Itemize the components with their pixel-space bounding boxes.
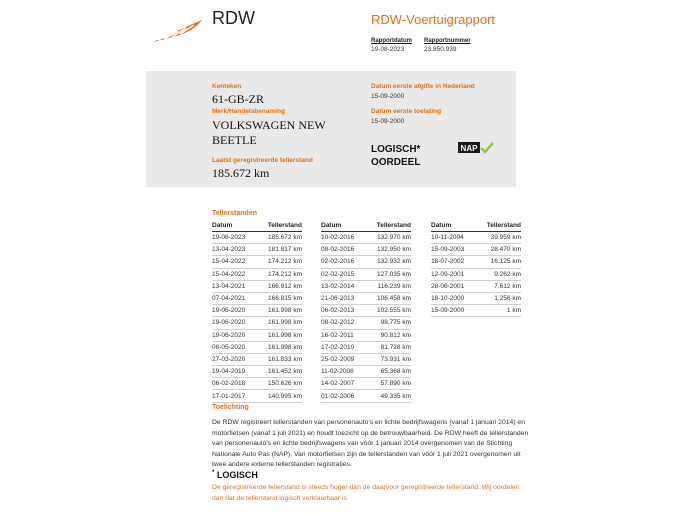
last-tellerstand-label: Laatst geregistreerde tellerstand [212, 157, 313, 164]
row-tellerstand: 161.833 km [256, 353, 302, 365]
table-row [321, 268, 411, 280]
row-tellerstand: 161.998 km [256, 341, 302, 353]
row-tellerstand: 166.815 km [256, 292, 302, 304]
table-row [321, 244, 411, 256]
table-row [321, 378, 411, 390]
nap-badge-icon [458, 141, 494, 153]
row-tellerstand: 140.995 km [256, 390, 302, 402]
row-tellerstand: 28.470 km [475, 244, 521, 256]
col-date-header: Datum [321, 222, 365, 232]
row-tellerstand: 65.368 km [365, 366, 411, 378]
table-row [212, 378, 302, 390]
row-date: 02-02-2016 [321, 256, 365, 268]
merk-value-line2: BEETLE [212, 133, 257, 147]
row-date: 19-04-2019 [212, 366, 256, 378]
row-date: 19-06-2020 [212, 317, 256, 329]
report-number-value: 23.850.939 [424, 46, 457, 53]
table-row [321, 353, 411, 365]
row-date: 25-02-2009 [321, 353, 365, 365]
table-row [212, 244, 302, 256]
first-admission-value: 15-09-2000 [371, 118, 405, 125]
row-date: 10-02-2016 [321, 232, 365, 244]
table-row [212, 280, 302, 292]
row-tellerstand: 7.612 km [475, 280, 521, 292]
table-row [321, 280, 411, 292]
row-tellerstand: 132.970 km [365, 232, 411, 244]
row-date: 06-02-2018 [212, 378, 256, 390]
first-admission-label: Datum eerste toelating [371, 108, 442, 115]
merk-value-line1: VOLKSWAGEN NEW [212, 118, 326, 132]
report-number-label: Rapportnummer [424, 38, 471, 44]
row-tellerstand: 166.912 km [256, 280, 302, 292]
row-date: 16-02-2011 [321, 329, 365, 341]
table-row [212, 353, 302, 365]
kenteken-value: 61-GB-ZR [212, 92, 264, 106]
row-tellerstand: 39.959 km [475, 232, 521, 244]
row-date: 13-04-2023 [212, 244, 256, 256]
merk-label: Merk/Handelsbenaming [212, 108, 285, 115]
toelichting-title: Toelichting [212, 404, 249, 411]
col-value-header: Tellerstand [475, 222, 521, 232]
row-tellerstand: 57.890 km [365, 378, 411, 390]
verdict-line2: OORDEEL [371, 157, 421, 168]
table-row [212, 317, 302, 329]
tellerstanden-title: Tellerstanden [212, 210, 257, 217]
row-date: 15-09-2003 [431, 244, 475, 256]
row-date: 19-06-2020 [212, 305, 256, 317]
row-tellerstand: 90.812 km [365, 329, 411, 341]
table-row [321, 256, 411, 268]
table-row [212, 341, 302, 353]
row-tellerstand: 181.817 km [256, 244, 302, 256]
logisch-asterisk: * [212, 470, 215, 476]
row-tellerstand: 102.555 km [365, 305, 411, 317]
row-date: 27-03-2020 [212, 353, 256, 365]
logisch-title: LOGISCH [216, 470, 258, 480]
row-tellerstand: 98.775 km [365, 317, 411, 329]
row-date: 08-05-2020 [212, 341, 256, 353]
row-date: 28-06-2001 [431, 280, 475, 292]
table-row [431, 268, 521, 280]
table-row [212, 366, 302, 378]
report-date-label: Rapportdatum [371, 38, 412, 44]
table-row [431, 232, 521, 244]
row-date: 13-04-2021 [212, 280, 256, 292]
verdict-line1: LOGISCH* [371, 144, 421, 155]
brand-name: RDW [212, 8, 255, 28]
row-date: 15-04-2022 [212, 268, 256, 280]
table-row [212, 329, 302, 341]
row-date: 14-02-2007 [321, 378, 365, 390]
col-date-header: Datum [212, 222, 256, 232]
row-date: 06-02-2013 [321, 305, 365, 317]
row-tellerstand: 161.998 km [256, 329, 302, 341]
table-row [321, 329, 411, 341]
table-row [212, 305, 302, 317]
table-row [321, 390, 411, 402]
row-tellerstand: 116.239 km [365, 280, 411, 292]
row-date: 18-10-2000 [431, 292, 475, 304]
row-tellerstand: 132.950 km [365, 244, 411, 256]
row-tellerstand: 16.125 km [475, 256, 521, 268]
tellerstanden-table-1 [212, 222, 302, 403]
row-tellerstand: 185.672 km [256, 232, 302, 244]
col-value-header: Tellerstand [256, 222, 302, 232]
row-date: 17-02-2010 [321, 341, 365, 353]
table-row [321, 305, 411, 317]
row-date: 08-02-2012 [321, 317, 365, 329]
row-date: 21-06-2013 [321, 292, 365, 304]
row-tellerstand: 174.212 km [256, 256, 302, 268]
table-row [321, 366, 411, 378]
row-tellerstand: 1.256 km [475, 292, 521, 304]
row-tellerstand: 174.212 km [256, 268, 302, 280]
col-date-header: Datum [431, 222, 475, 232]
report-date-value: 19-08-2023 [371, 46, 405, 53]
row-tellerstand: 9.262 km [475, 268, 521, 280]
row-date: 10-11-2004 [431, 232, 475, 244]
tellerstanden-table-3 [431, 222, 521, 317]
table-row [321, 317, 411, 329]
row-tellerstand: 73.931 km [365, 353, 411, 365]
table-row [212, 256, 302, 268]
table-row [431, 292, 521, 304]
first-nl-label: Datum eerste afgifte in Nederland [371, 83, 475, 90]
table-row [212, 268, 302, 280]
table-row [321, 232, 411, 244]
table-row [431, 256, 521, 268]
row-tellerstand: 161.998 km [256, 305, 302, 317]
row-tellerstand: 132.932 km [365, 256, 411, 268]
row-tellerstand: 161.452 km [256, 366, 302, 378]
row-date: 17-01-2017 [212, 390, 256, 402]
col-value-header: Tellerstand [365, 222, 411, 232]
row-date: 01-02-2006 [321, 390, 365, 402]
report-title: RDW-Voertuigrapport [371, 12, 496, 27]
row-tellerstand: 81.728 km [365, 341, 411, 353]
tellerstanden-table-2 [321, 222, 411, 403]
table-row [212, 232, 302, 244]
row-date: 19-08-2023 [212, 232, 256, 244]
table-row [431, 280, 521, 292]
row-tellerstand: 106.458 km [365, 292, 411, 304]
table-row [321, 292, 411, 304]
row-date: 08-02-2016 [321, 244, 365, 256]
row-date: 19-06-2020 [212, 329, 256, 341]
kenteken-label: Kenteken [212, 83, 242, 90]
rdw-logo-icon [150, 18, 206, 44]
row-tellerstand: 49.335 km [365, 390, 411, 402]
first-nl-value: 15-09-2000 [371, 93, 405, 100]
logisch-text: De geregistreerde tellerstand is steeds hoger dan de daarvoor geregistreerde tellerstand. Wij oordelen dan dat de tellerstand logisch verklaarbaar is. [212, 484, 520, 502]
table-row [212, 390, 302, 402]
row-tellerstand: 150.626 km [256, 378, 302, 390]
row-date: 02-02-2015 [321, 268, 365, 280]
table-row [431, 305, 521, 317]
logisch-heading [212, 470, 258, 480]
row-tellerstand: 127.035 km [365, 268, 411, 280]
row-date: 07-04-2021 [212, 292, 256, 304]
row-date: 18-07-2002 [431, 256, 475, 268]
row-date: 11-02-2008 [321, 366, 365, 378]
row-date: 15-04-2022 [212, 256, 256, 268]
nap-badge-text: NAP [460, 143, 478, 153]
table-row [321, 341, 411, 353]
last-tellerstand-value: 185.672 km [212, 166, 270, 180]
toelichting-text: De RDW registreert tellerstanden van personenauto's en lichte bedrijfswagens (vanaf 1 januari 2014) en motorfietsen (vanaf 1 juli 2021) en houdt toezicht op de betrouwbaarheid. De RDW heeft de tellerstanden van personenauto's en lichte bedrijfswagens van vóór 1 januari 2014 overgenomen van de Stichting Nationale Auto Pas (NAP). Van motorfietsen zijn de tellerstanden van vóór 1 juli 2021 overgenomen uit twee andere externe tellerstanden registraties. [212, 419, 529, 468]
row-date: 13-02-2014 [321, 280, 365, 292]
row-tellerstand: 161.998 km [256, 317, 302, 329]
table-row [431, 244, 521, 256]
row-date: 15-09-2000 [431, 305, 475, 317]
row-tellerstand: 1 km [475, 305, 521, 317]
table-row [212, 292, 302, 304]
row-date: 12-09-2001 [431, 268, 475, 280]
